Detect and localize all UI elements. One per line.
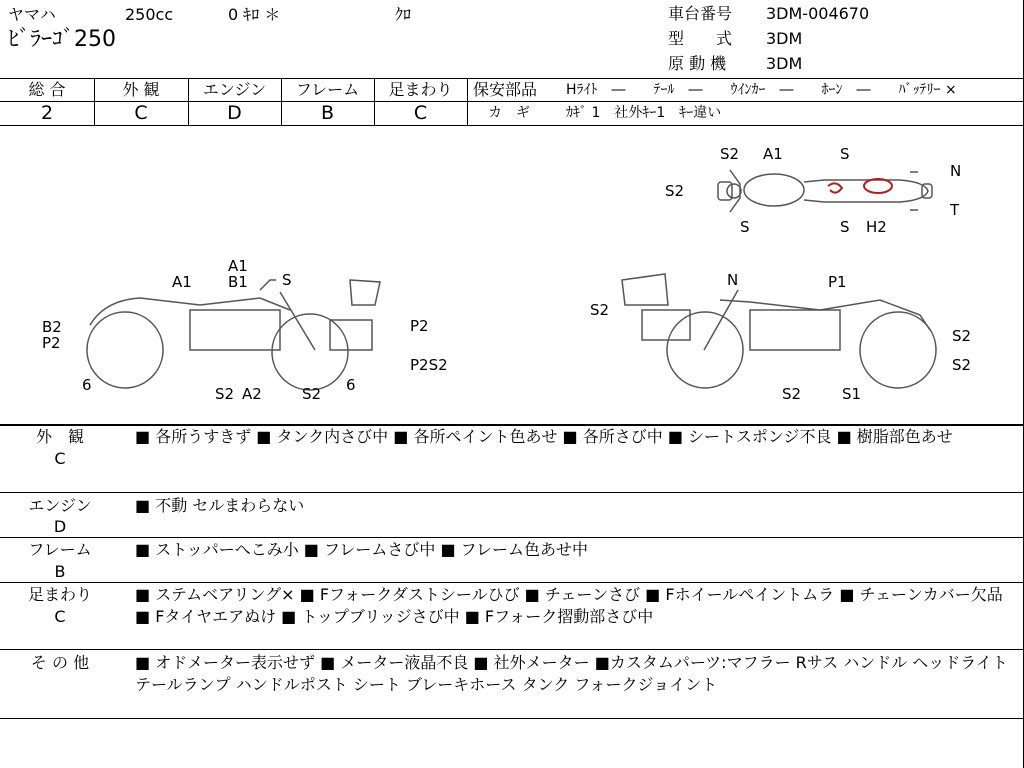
mark-label: S2 [952, 327, 972, 345]
mark-label: S2 [665, 182, 685, 200]
divider [0, 125, 1024, 126]
key-label: カ ギ [488, 105, 530, 121]
color: ｸﾛ [395, 5, 412, 24]
suspension-label: 足まわり [388, 80, 453, 99]
mark-label: T [950, 201, 960, 219]
divider [0, 718, 1024, 719]
maker: ヤマハ [8, 5, 56, 24]
safety-label: 保安部品 [473, 80, 538, 99]
section-text-suspension: ■ ステムベアリング× ■ Fフォークダストシールひび ■ チェーンさび ■ Fホイールペイントムラ ■ チェーンカバー欠品 ■ Fタイヤエアぬけ ■ トップブリッジさび中 ■ Fフォーク摺動部さび中 [135, 585, 1003, 626]
section-grade-engine: D [53, 517, 67, 536]
frame-no-label: 車台番号 [668, 4, 733, 23]
exterior-label: 外 観 [122, 80, 160, 99]
mark-label: P2 [42, 334, 61, 352]
mark-label: S1 [842, 385, 862, 403]
type-value: 3DM [766, 29, 803, 48]
frame-no: 3DM-004670 [766, 4, 870, 23]
divider [0, 492, 1024, 493]
type-label: 型 式 [668, 29, 733, 48]
divider [0, 582, 1024, 583]
divider [0, 537, 1024, 538]
divider [468, 101, 1024, 102]
engine-label: エンジン [202, 80, 267, 99]
mark-label: S [282, 271, 292, 289]
mark-label: P2 [410, 317, 429, 335]
mileage: 0 ｷﾛ ＊ [228, 5, 281, 24]
mark-label: B2 [42, 318, 62, 336]
section-text-engine: ■ 不動 セルまわらない [135, 496, 305, 515]
mark-label: S2 [302, 385, 322, 403]
section-name-exterior: 外 観 [35, 427, 84, 446]
section-name-engine: エンジン [28, 496, 92, 515]
displacement: 250cc [125, 5, 174, 24]
mark-label: B1 [228, 273, 248, 291]
mark-label: S2 [720, 145, 740, 163]
engine-label: 原 動 機 [668, 54, 727, 73]
suspension-grade: C [413, 102, 428, 124]
mark-label: A2 [242, 385, 262, 403]
bike-top-view [700, 160, 940, 220]
mark-label: 6 [82, 376, 92, 394]
mark-label: S [840, 218, 850, 236]
mark-label: S2 [215, 385, 235, 403]
divider [0, 649, 1024, 650]
divider [0, 78, 1024, 79]
mark-label: A1 [228, 257, 248, 275]
mark-label: N [950, 162, 962, 180]
section-grade-frame: B [54, 562, 66, 581]
frame-grade: B [320, 102, 335, 124]
section-name-other: そ の 他 [30, 653, 90, 672]
mark-label: S2 [952, 356, 972, 374]
mark-label: A1 [763, 145, 783, 163]
engine-grade: D [227, 102, 242, 124]
mark-label: N [727, 271, 739, 289]
model-name: ﾋﾞﾗｰｺﾞ250 [8, 27, 116, 52]
mark-label: P2S2 [410, 356, 448, 374]
exterior-grade: C [134, 102, 148, 124]
section-text-frame: ■ ストッパーへこみ小 ■ フレームさび中 ■ フレーム色あせ中 [135, 540, 589, 559]
frame-label: フレーム [295, 80, 360, 99]
section-text-other: ■ オドメーター表示せず ■ メーター液晶不良 ■ 社外メーター ■カスタムパーツ:マフラー Rサス ハンドル ヘッドライト テールランプ ハンドルポスト シート ブレーキホース タンク フォークジョイント [135, 653, 1008, 694]
safety-items: Hﾗｲﾄ ― ﾃｰﾙ ― ｳｲﾝｶｰ ― ﾎｰﾝ ― ﾊﾞｯﾃﾘｰ × [566, 82, 957, 98]
mark-label: S2 [590, 301, 610, 319]
mark-label: S [740, 218, 750, 236]
bike-right-view [620, 270, 940, 390]
overall-label: 総 合 [28, 80, 66, 99]
mark-label: H2 [866, 218, 887, 236]
overall-grade: 2 [40, 102, 54, 124]
section-text-exterior: ■ 各所うすきず ■ タンク内さび中 ■ 各所ペイント色あせ ■ 各所さび中 ■ シートスポンジ不良 ■ 樹脂部色あせ [135, 427, 953, 446]
mark-label: S [840, 145, 850, 163]
key-value: ｶｷﾞ 1 社外ｷｰ1 ｷｰ違い [566, 105, 722, 121]
mark-label: S2 [782, 385, 802, 403]
section-name-suspension: 足まわり [27, 585, 92, 604]
section-grade-suspension: C [54, 607, 66, 626]
section-grade-exterior: C [54, 449, 66, 468]
divider [467, 78, 468, 125]
mark-label: P1 [828, 273, 847, 291]
mark-label: 6 [346, 376, 356, 394]
engine-value: 3DM [766, 54, 803, 73]
section-name-frame: フレーム [28, 540, 92, 559]
mark-label: A1 [172, 273, 192, 291]
